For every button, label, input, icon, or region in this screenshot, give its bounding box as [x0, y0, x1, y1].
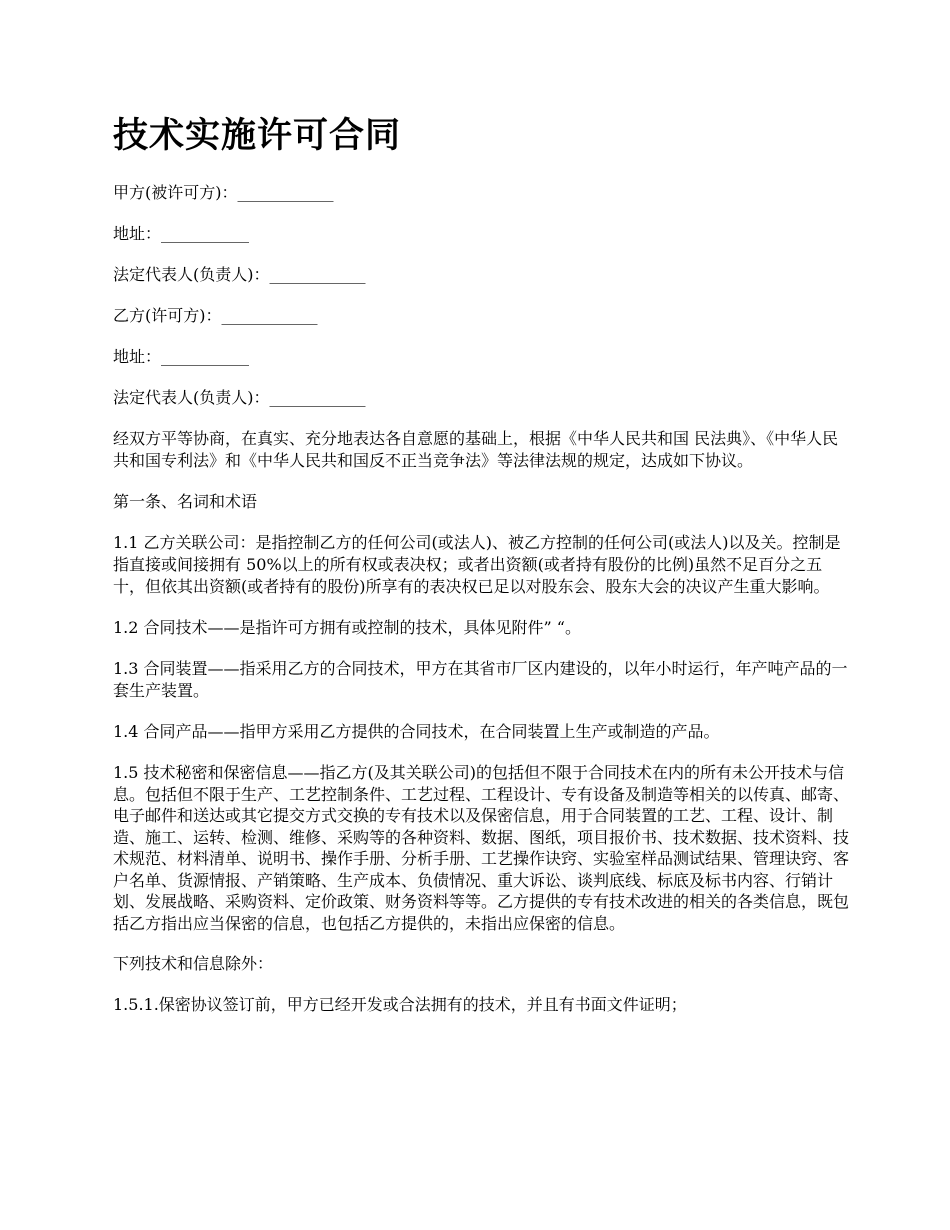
party-a-address-field: 地址：___________ [113, 224, 250, 243]
article-1-heading: 第一条、名词和术语 [113, 492, 258, 511]
clause-1-2: 1.2 合同技术——是指许可方拥有或控制的技术，具体见附件” “。 [113, 618, 581, 637]
party-b-address-field: 地址：___________ [113, 347, 250, 366]
party-b-field: 乙方(许可方)：____________ [113, 306, 318, 325]
party-a-field: 甲方(被许可方)：____________ [113, 183, 334, 202]
clause-1-4: 1.4 合同产品——指甲方采用乙方提供的合同技术，在合同装置上生产或制造的产品。 [113, 722, 720, 741]
preamble-paragraph: 经双方平等协商，在真实、充分地表达各自意愿的基础上，根据《中华人民共和国 民法典》、《中华人民共和国专利法》和《中华人民共和国反不正当竞争法》等法律法规的规定，达成如下协议。 [113, 429, 839, 470]
clause-1-1: 1.1 乙方关联公司：是指控制乙方的任何公司(或法人)、被乙方控制的任何公司(或法人)以及关。控制是指直接或间接拥有 50%以上的所有权或表决权；或者出资额(或者持有股份的比例)虽然不足百分之五十，但依其出资额(或者持有的股份)所享有的表决权已足以对股东会、股东大会的决议产生重大影响。 [113, 533, 841, 596]
party-b-representative-field: 法定代表人(负责人)：____________ [113, 388, 366, 407]
document-title: 技术实施许可合同 [113, 116, 402, 156]
document-page [113, 108, 853, 1035]
party-a-representative-field: 法定代表人(负责人)：____________ [113, 265, 366, 284]
clause-1-5: 1.5 技术秘密和保密信息——指乙方(及其关联公司)的包括但不限于合同技术在内的所有未公开技术与信息。包括但不限于生产、工艺控制条件、工艺过程、工程设计、专有设备及制造等相关的以传真、邮寄、电子邮件和送达或其它提交方式交换的专有技术以及保密信息，用于合同装置的工艺、工程、设计、制造、施工、运转、检测、维修、采购等的各种资料、数据、图纸，项目报价书、技术数据、技术资料、技术规范、材料清单、说明书、操作手册、分析手册、工艺操作诀窍、实验室样品测试结果、管理诀窍、客户名单、货源情报、产销策略、生产成本、负债情况、重大诉讼、谈判底线、标底及标书内容、行销计划、发展战略、采购资料、定价政策、财务资料等等。乙方提供的专有技术改进的相关的各类信息，既包括乙方指出应当保密的信息，也包括乙方提供的，未指出应保密的信息。 [113, 763, 850, 933]
clause-1-5-1: 1.5.1.保密协议签订前，甲方已经开发或合法拥有的技术，并且有书面文件证明； [113, 995, 687, 1014]
exclusions-heading: 下列技术和信息除外： [113, 954, 274, 973]
clause-1-3: 1.3 合同装置——指采用乙方的合同技术，甲方在其省市厂区内建设的，以年小时运行，年产吨产品的一套生产装置。 [113, 659, 848, 700]
